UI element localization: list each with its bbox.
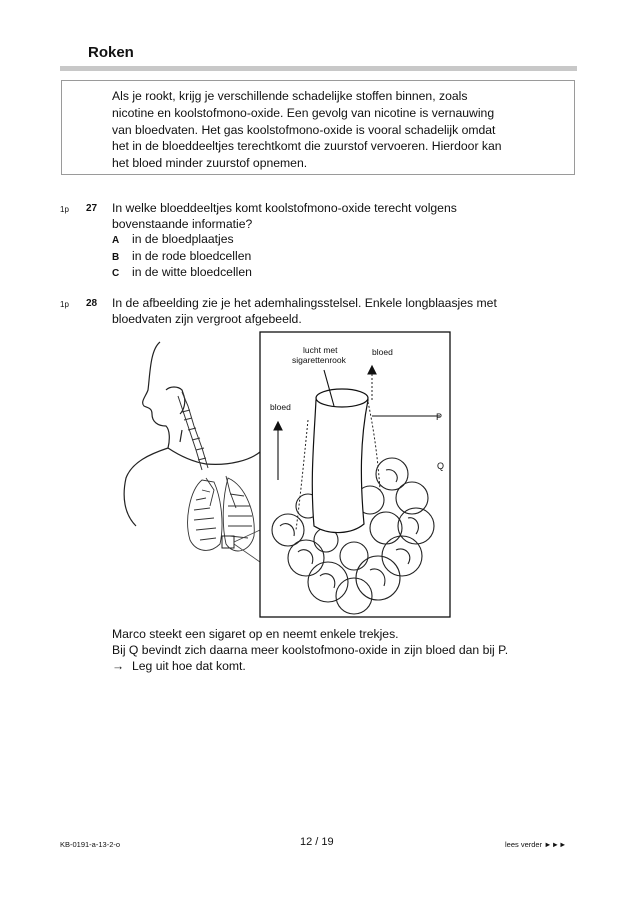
info-line: van bloedvaten. Het gas koolstofmono-oxide is vooral schadelijk omdat [112,122,496,137]
label-p: P [436,412,443,422]
q28-after-line: Marco steekt een sigaret op en neemt enkele trekjes. [112,627,399,641]
info-line: het bloed minder zuurstof opnemen. [112,156,308,171]
q28-text [112,295,582,327]
q28-after-line: Bij Q bevindt zich daarna meer koolstofmono-oxide in zijn bloed dan bij P. [112,643,509,657]
footer-code: KB-0191-a-13-2-o [60,840,121,849]
q27-points: 1p [60,205,69,214]
label-blood-top: bloed [372,347,393,357]
trachea-illustration [178,392,208,470]
next-page-indicator: lees verder ►►► [505,840,567,849]
q28-number: 28 [86,298,98,309]
torso-illustration [124,342,260,526]
q28-text-line: bloedvaten zijn vergroot afgebeeld. [112,312,302,326]
q27-text-line: bovenstaande informatie? [112,217,253,231]
label-air-line2: sigarettenrook [292,355,346,365]
q27-number: 27 [86,203,98,214]
info-text [112,88,562,172]
info-box [61,80,575,175]
q27-option-b[interactable]: B in de rode bloedcellen [112,248,252,263]
q27-option-c[interactable]: C in de witte bloedcellen [112,265,252,279]
label-air-line1: lucht met [303,345,338,355]
info-line: nicotine en koolstofmono-oxide. Een gevolg van nicotine is vernauwing [112,105,495,120]
bronchiole-illustration [312,389,368,533]
info-line: Als je rookt, krijg je verschillende schadelijke stoffen binnen, zoals [112,89,468,103]
info-line: het in de bloeddeeltjes terechtkomt die zuurstof vervoeren. Hierdoor kan [112,139,502,154]
q28-text-line: In de afbeelding zie je het ademhalingsstelsel. Enkele longblaasjes met [112,296,497,310]
respiratory-system-figure [110,330,460,620]
q27-options [112,232,252,282]
page-number: 12 / 19 [300,836,334,848]
q28-after-text [112,626,582,674]
q28-task: → Leg uit hoe dat komt. [112,659,246,673]
zoom-connector [234,530,260,562]
lungs-illustration [188,476,255,551]
q27-option-a[interactable]: A in de bloedplaatjes [112,232,234,246]
label-q: Q [437,461,445,471]
q27-text-line: In welke bloeddeeltjes komt koolstofmono-oxide terecht volgens [112,201,457,215]
q28-points: 1p [60,300,69,309]
title-divider [60,66,577,71]
label-blood-left: bloed [270,402,291,412]
q27-text [112,200,572,232]
page-title: Roken [88,44,134,61]
arrow-right-icon: → [112,659,125,673]
